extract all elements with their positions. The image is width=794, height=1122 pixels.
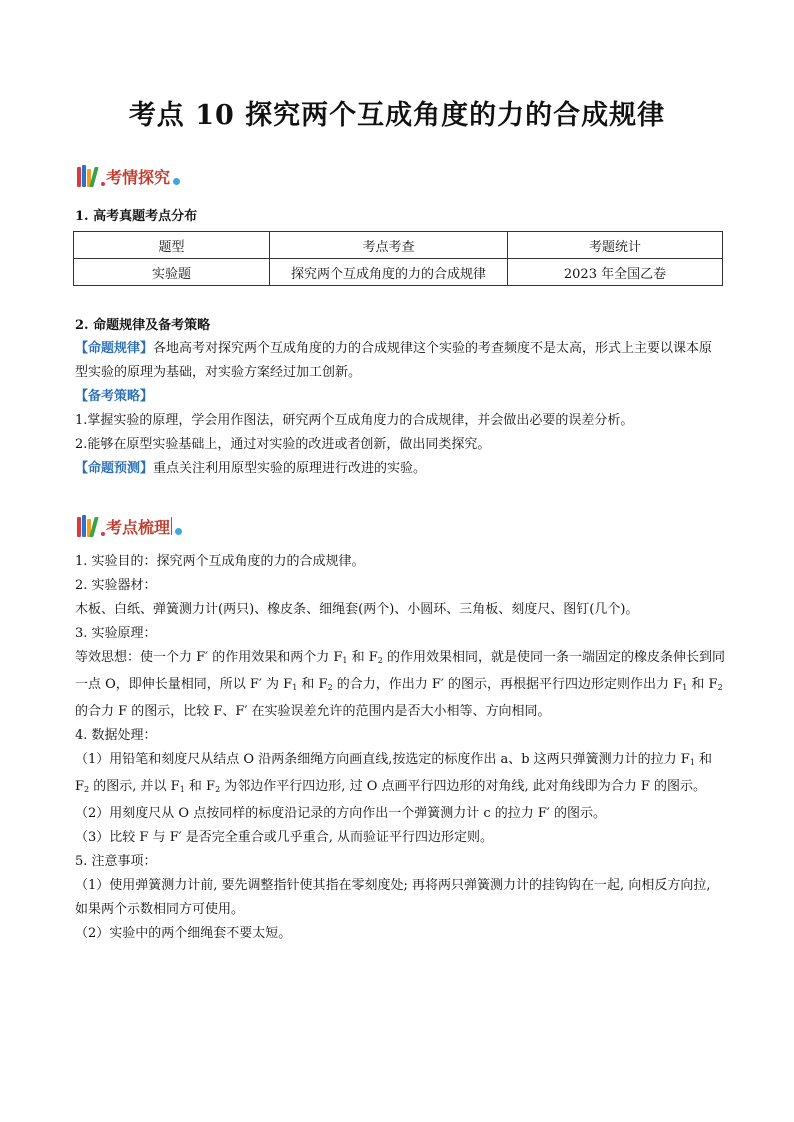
strategy-block [75, 337, 725, 481]
prep-label-line [75, 385, 725, 409]
content-p9: （3）比较 F 与 F′ 是否完全重合或几乎重合, 从而验证平行四边形定则。 [75, 830, 494, 845]
table-cell: 探究两个互成角度的力的合成规律 [270, 259, 508, 286]
circle-icon [175, 528, 182, 535]
rule-paragraph [75, 337, 725, 385]
predict-paragraph [75, 457, 725, 481]
prep-item-1: 1.掌握实验的原理，学会用作图法，研究两个互成角度力的合成规律，并会做出必要的误差分析。 [75, 413, 634, 428]
books-icon [77, 515, 97, 537]
dot-icon [101, 532, 105, 536]
knowledge-content [75, 550, 725, 946]
books-icon [77, 165, 97, 187]
content-p12: （2）实验中的两个细绳套不要太短。 [75, 926, 292, 941]
content-p3: 木板、白纸、弹簧测力计(两只)、橡皮条、细绳套(两个)、小圆环、三角板、刻度尺、图钉(几个)。 [75, 602, 639, 617]
exam-dist-heading: 1. 高考真题考点分布 [75, 209, 198, 224]
exam-dist-table [73, 231, 723, 286]
section-title: 考点梳理 [106, 517, 171, 537]
content-p5: 等效思想：使一个力 F′ 的作用效果和两个力 $F_1$ 和 $F_2$ 的作用效果相同，就是使同一条一端固定的橡皮条伸长到同一点 O，即伸长量相同，所以 F′ 为 $F_1$ 和 $F_2$ 的合力，作出力 F′ 的图示，再根据平行四边形定则作出力 $F_1$ 和 $F_2$ 的合力 F 的图示，比较 F、F′ 在实验误差允许的范围内是否大小相等、方向相同。 [75, 650, 726, 719]
strategy-heading: 2. 命题规律及备考策略 [75, 318, 211, 333]
content-p8: （2）用刻度尺从 O 点按同样的标度沿记录的方向作出一个弹簧测力计 c 的拉力 F′ 的图示。 [75, 806, 606, 821]
table-header-cell: 考点考查 [270, 232, 508, 259]
content-p10: 5. 注意事项： [75, 854, 157, 869]
content-p2: 2. 实验器材： [75, 578, 157, 593]
table-header-row [74, 232, 723, 259]
content-p11: （1）使用弹簧测力计前, 要先调整指针使其指在零刻度处; 再将两只弹簧测力计的挂钩钩在一起, 向相反方向拉, 如果两个示数相同方可使用。 [75, 878, 711, 917]
table-row [74, 259, 723, 286]
table-cell: 2023 年全国乙卷 [508, 259, 723, 286]
prep-label: 【备考策略】 [75, 389, 154, 404]
content-p1: 1. 实验目的：探究两个互成角度的力的合成规律。 [75, 554, 365, 569]
dot-icon [101, 182, 105, 186]
rule-text: 各地高考对探究两个互成角度的力的合成规律这个实验的考查频度不是太高，形式上主要以课本原型实验的原理为基础，对实验方案经过加工创新。 [75, 341, 713, 380]
content-p4: 3. 实验原理： [75, 626, 157, 641]
page-title: 考点 10 探究两个互成角度的力的合成规律 [128, 100, 666, 131]
predict-text: 重点关注利用原型实验的原理进行改进的实验。 [153, 461, 427, 476]
prep-item-2: 2.能够在原型实验基础上，通过对实验的改进或者创新，做出同类探究。 [75, 437, 491, 452]
content-p7: （1）用铅笔和刻度尺从结点 O 沿两条细绳方向画直线,按选定的标度作出 a、b 这两只弹簧测力计的拉力 $F_1$ 和 $F_2$ 的图示, 并以 $F_1$ 和 $F_2$ 为邻边作平行四边形, 过 O 点画平行四边形的对角线, 此对角线即为合力 F 的图示。 [75, 752, 713, 794]
section-title: 考情探究 [106, 167, 171, 187]
section-header-knowledge [77, 513, 182, 539]
section-header-exam-analysis [77, 163, 180, 189]
predict-label: 【命题预测】 [75, 461, 154, 476]
text-cursor [171, 517, 172, 535]
circle-icon [173, 178, 180, 185]
table-header-cell: 题型 [74, 232, 270, 259]
table-cell: 实验题 [74, 259, 270, 286]
content-p6: 4. 数据处理： [75, 728, 157, 743]
table-header-cell: 考题统计 [508, 232, 723, 259]
rule-label: 【命题规律】 [75, 341, 154, 356]
